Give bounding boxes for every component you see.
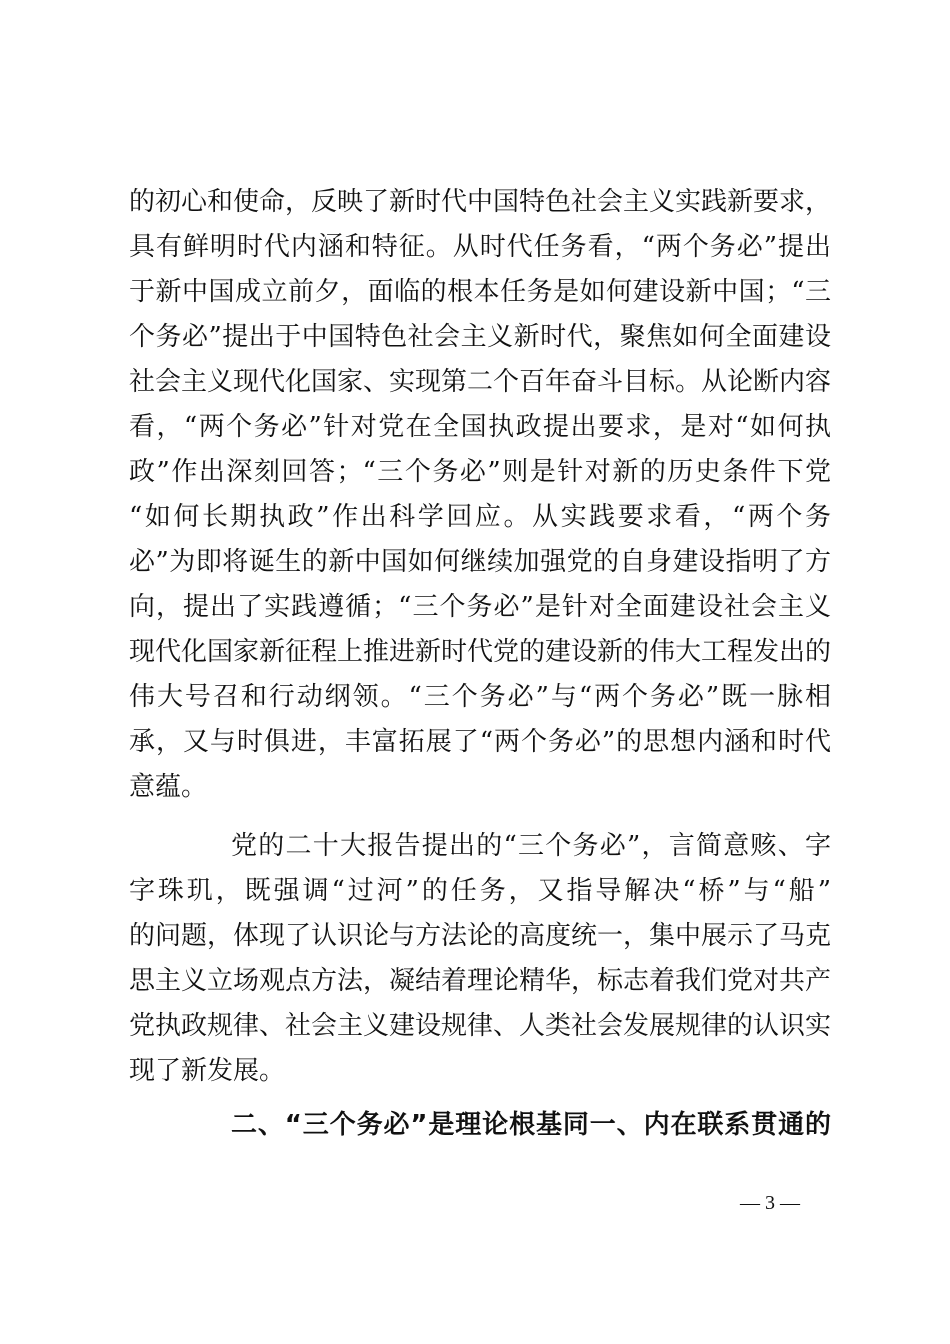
paragraph-line: 社会主义现代化国家、实现第二个百年奋斗目标。从论断内容: [129, 367, 832, 397]
paragraph-line: 具有鲜明时代内涵和特征。从时代任务看，“两个务必”提出: [129, 232, 831, 262]
paragraph-line: 的初心和使命，反映了新时代中国特色社会主义实践新要求，: [129, 187, 832, 217]
paragraph-line: 党执政规律、社会主义建设规律、人类社会发展规律的认识实: [129, 1011, 832, 1041]
page-number: — 3 —: [740, 1192, 800, 1214]
paragraph-line: 个务必”提出于中国特色社会主义新时代，聚焦如何全面建设: [129, 322, 831, 352]
paragraph-line: “如何长期执政”作出科学回应。从实践要求看，“两个务: [129, 502, 831, 532]
paragraph-line: 必”为即将诞生的新中国如何继续加强党的自身建设指明了方: [129, 547, 831, 577]
section-heading: 二、“三个务必”是理论根基同一、内在联系贯通的: [231, 1110, 831, 1140]
paragraph-line: 承，又与时俱进，丰富拓展了“两个务必”的思想内涵和时代: [129, 727, 831, 757]
paragraph-line: 现代化国家新征程上推进新时代党的建设新的伟大工程发出的: [129, 637, 832, 667]
paragraph-line: 意蕴。: [129, 772, 208, 802]
paragraph-line: 党的二十大报告提出的“三个务必”，言简意赅、字: [231, 831, 831, 861]
paragraph-line: 字珠玑，既强调“过河”的任务，又指导解决“桥”与“船”: [129, 876, 831, 906]
paragraph-line: 思主义立场观点方法，凝结着理论精华，标志着我们党对共产: [129, 966, 832, 996]
paragraph-line: 政”作出深刻回答；“三个务必”则是针对新的历史条件下党: [129, 457, 831, 487]
paragraph-line: 的问题，体现了认识论与方法论的高度统一，集中展示了马克: [129, 921, 832, 951]
paragraph-line: 现了新发展。: [129, 1056, 286, 1086]
paragraph-line: 向，提出了实践遵循；“三个务必”是针对全面建设社会主义: [129, 592, 831, 622]
paragraph-line: 于新中国成立前夕，面临的根本任务是如何建设新中国；“三: [129, 277, 831, 307]
paragraph-line: 伟大号召和行动纲领。“三个务必”与“两个务必”既一脉相: [129, 682, 831, 712]
paragraph-line: 看，“两个务必”针对党在全国执政提出要求，是对“如何执: [129, 412, 831, 442]
